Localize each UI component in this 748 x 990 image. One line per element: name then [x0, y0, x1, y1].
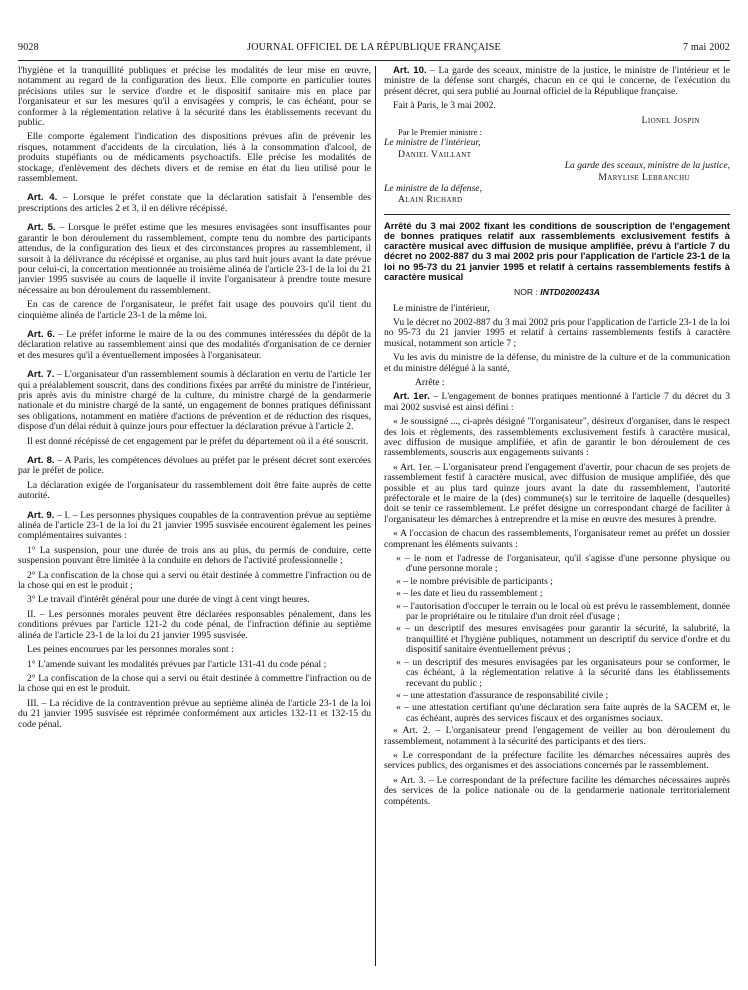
article-text: – La garde des sceaux, ministre de la justice, le ministre de l'intérieur et le ministre de la défense sont chargés, chacun en ce qui le concerne, de l'exécution du présent décret, qui sera publié au Journal officiel de la République française.	[384, 66, 730, 97]
article-5	[18, 223, 371, 296]
paragraph: l'hygiène et la tranquillité publiques et précise les modalités de leur mise en œuvre, notamment au regard de la configuration des lieux. Elle comporte en particulier toutes précisions utiles sur le service d'ordre et le dispositif sanitaire mis en place par l'organisateur et sur les mesures qu'il a envisagées y compris, le cas échéant, pour se conformer à la réglementation relative à la sécurité dans les établissements recevant du public.	[18, 66, 371, 129]
nor-label: NOR :	[514, 287, 541, 298]
list-item: « – le nom et l'adresse de l'organisateur, qu'il s'agisse d'une personne physique ou d'une personne morale ;	[396, 553, 730, 575]
article-label: Art. 8.	[27, 455, 55, 466]
list-item: « – une attestation d'assurance de responsabilité civile ;	[396, 689, 609, 701]
paragraph: 1° L'amende suivant les modalités prévues par l'article 131-41 du code pénal ;	[27, 658, 327, 670]
minister-interior-title: Le ministre de l'intérieur,	[384, 137, 481, 149]
justice-minister-title: La garde des sceaux, ministre de la justice,	[564, 160, 730, 172]
defense-minister-title: Le ministre de la défense,	[384, 183, 482, 195]
article-label: Art. 4.	[27, 192, 58, 204]
article-label: Art. 10.	[393, 66, 427, 76]
paragraph: En cas de carence de l'organisateur, le préfet fait usage des pouvoirs qu'il tient du cinquième alinéa de l'article 23-1 de la même loi.	[18, 299, 371, 321]
paragraph: « Le correspondant de la préfecture facilite les démarches nécessaires auprès des services publics, des organismes et des associations concernés par le rassemblement.	[384, 749, 730, 772]
journal-title: JOURNAL OFFICIEL DE LA RÉPUBLIQUE FRANÇAISE	[247, 42, 501, 53]
article-text: – L'organisateur d'un rassemblement soumis à déclaration en vertu de l'article 1er qui a préalablement souscrit, dans des conditions fixées par arrêté du ministre de l'intérieur, pris après avis du ministre chargé de la culture, du ministre chargé de la gendarmerie nationale et du ministre chargé de la santé, un engagement de bonnes pratiques définissant ses obligations, notamment en matière d'actions de prévention et de réduction des risques, dispose d'un délai réduit à quinze jours pour effectuer la déclaration prévue à l'article 2.	[18, 369, 371, 433]
paragraph: Vu le décret no 2002-887 du 3 mai 2002 pris pour l'application de l'article 23-1 de la loi no 95-73 du 21 janvier 1995 et relatif à certains rassemblements festifs à caractère musical, notamment son article 7 ;	[384, 316, 730, 349]
article-10	[384, 66, 730, 97]
nor-reference	[384, 287, 730, 297]
issue-date: 7 mai 2002	[683, 42, 730, 53]
article-1	[384, 392, 730, 413]
justice-minister-name: Marylise Lebranchu	[598, 171, 690, 183]
paragraph: III. – La récidive de la contravention prévue au septième alinéa de l'article 23-1 de la loi du 21 janvier 1995 susvisée est réprimée conformément aux articles 132-11 et 132-15 du code pénal.	[18, 697, 371, 730]
minister-interior-name: Daniel Vaillant	[398, 148, 472, 160]
paragraph: 2° La confiscation de la chose qui a servi ou était destinée à commettre l'infraction ou de la chose qui en est le produit.	[18, 672, 371, 695]
paragraph: « A l'occasion de chacun des rassemblements, l'organisateur remet au préfet un dossier comprenant les éléments suivants :	[384, 528, 730, 550]
header-rule	[18, 60, 730, 61]
defense-minister-name: Alain Richard	[398, 194, 463, 206]
paragraph: Il est donné récépissé de cet engagement par le préfet du département où il a été souscrit.	[27, 435, 369, 447]
by-prime-minister: Par le Premier ministre :	[398, 127, 483, 138]
paragraph: La déclaration exigée de l'organisateur du rassemblement doit être faite auprès de cette autorité.	[18, 479, 371, 502]
page-number: 9028	[18, 42, 39, 53]
article-label: Art. 9.	[27, 509, 55, 521]
article-text: – L'engagement de bonnes pratiques mentionné à l'article 7 du décret du 3 mai 2002 susvisé est ainsi défini :	[384, 391, 730, 413]
right-column	[384, 66, 730, 966]
list-item: « – un descriptif des mesures envisagées pour garantir la sécurité, la salubrité, la tranquillité et l'hygiène publiques, notamment un descriptif du service d'ordre et du dispositif sanitaire éventuellement prévus ;	[396, 623, 730, 656]
paragraph: « Art. 1er. – L'organisateur prend l'engagement d'avertir, pour chacun de ses projets de rassemblement festif à caractère musical, avec diffusion de musique amplifiée, dès que possible et au plus tard quinze jours avant la date du rassemblement, l'autorité préfectorale et le maire de la (des) commune(s) sur le territoire de laquelle (desquelles) doit se tenir ce rassemblement. Le préfet désigne un correspondant chargé de faciliter à l'organisateur les démarches à entreprendre et la mise en œuvre des mesures à prendre.	[384, 461, 730, 525]
signatory-prime-minister: Lionel Jospin	[641, 114, 700, 126]
paragraph: 2° La confiscation de la chose qui a servi ou était destinée à commettre l'infraction ou de la chose qui en est le produit ;	[18, 569, 371, 592]
paragraph: « Art. 3. – Le correspondant de la préfecture facilite les démarches nécessaires auprès des services de la police nationale ou de la gendarmerie nationale territorialement compétents.	[384, 774, 730, 807]
paragraph: Elle comporte également l'indication des dispositions prévues afin de prévenir les risques, notamment d'accidents de la circulation, liés à la consommation d'alcool, de produits stupéfiants ou de médicaments psychoactifs. Elle précise les modalités de stockage, d'enlèvement des déchets divers et de remise en état du lieu utilisé pour le rassemblement.	[18, 131, 371, 185]
list-item: « – une attestation certifiant qu'une déclaration sera faite auprès de la SACEM et, le cas échéant, auprès des services fiscaux et des organismes sociaux.	[396, 702, 730, 724]
section-separator	[384, 214, 730, 215]
article-text: – Lorsque le préfet estime que les mesures envisagées sont insuffisantes pour garantir le bon déroulement du rassemblement, compte tenu du nombre des participants attendus, de la configuration des lieux et des circonstances propres au rassemblement, il sursoit à la délivrance du récépissé et organise, au plus tard huit jours avant la date prévue pour celui-ci, la concertation mentionnée au troisième alinéa de l'article 23-1 de la loi du 21 janvier 1995 susvisée au cours de laquelle il invite l'organisateur à prendre toute mesure nécessaire au bon déroulement du rassemblement.	[18, 222, 371, 296]
article-label: Art. 7.	[27, 369, 55, 381]
article-text: – Le préfet informe le maire de la ou des communes intéressées du dépôt de la déclaration relative au rassemblement ainsi que des modalités d'organisation de ce dernier et des mesures qu'il a éventuellement imposées à l'organisateur.	[18, 328, 371, 361]
paragraph: 3° Le travail d'intérêt général pour une durée de vingt à cent vingt heures.	[27, 594, 310, 606]
page-header	[18, 42, 730, 60]
left-column	[18, 66, 371, 966]
paragraph: « Art. 2. – L'organisateur prend l'engagement de veiller au bon déroulement du rassemblement, notamment à la sécurité des participants et des tiers.	[384, 725, 730, 747]
article-8	[18, 456, 371, 477]
list-item: « – le nombre prévisible de participants ;	[396, 575, 553, 587]
paragraph: Vu les avis du ministre de la défense, du ministre de la culture et de la communication et du ministre délégué à la santé,	[384, 352, 730, 374]
list-item: « – les date et lieu du rassemblement ;	[396, 588, 543, 600]
article-text: – A Paris, les compétences dévolues au préfet par le présent décret sont exercées par le préfet de police.	[18, 455, 371, 477]
article-label: Art. 1er.	[393, 391, 430, 403]
article-9	[18, 511, 371, 542]
paragraph: II. – Les personnes morales peuvent être déclarées responsables pénalement, dans les conditions prévues par l'article 121-2 du code pénal, de l'infraction définie au septième alinéa de l'article 23-1 de la loi du 21 janvier 1995 susvisée.	[18, 608, 371, 641]
column-divider	[375, 66, 376, 966]
article-6	[18, 330, 371, 361]
list-item: « – un descriptif des mesures envisagées par les organisateurs pour se conformer, le cas échéant, à la réglementation relative à la sécurité dans les établissements recevant du public ;	[396, 656, 730, 689]
signing-place-date: Fait à Paris, le 3 mai 2002.	[393, 100, 496, 112]
paragraph: « Je soussigné ..., ci-après désigné "l'organisateur", désireux d'organiser, dans le respect des lois et règlements, des rassemblements exclusivement festifs à caractère musical, avec diffusion de musique amplifiée, et afin de garantir le bon déroulement de ces rassemblements, souscris aux engagements suivants :	[384, 416, 730, 459]
article-7	[18, 370, 371, 432]
decree-title: Arrêté du 3 mai 2002 fixant les conditions de souscription de l'engagement de bonnes pratiques relatif aux rassemblements exclusivement festifs à caractère musical avec diffusion de musique amplifiée, prévu à l'article 7 du décret no 2002-887 du 3 mai 2002 pris pour l'application de l'article 23-1 de la loi no 95-73 du 21 janvier 1995 et relatif à certains rassemblements festifs à caractère musical	[384, 219, 730, 282]
paragraph: Le ministre de l'intérieur,	[393, 302, 490, 314]
nor-code: INTD0200243A	[540, 287, 600, 298]
article-4	[18, 193, 371, 214]
paragraph: Les peines encourues par les personnes morales sont :	[27, 644, 234, 656]
article-text: – I. – Les personnes physiques coupables de la contravention prévue au septième alinéa de l'article 23-1 de la loi du 21 janvier 1995 susvisée encourent également les peines complémentaires suivantes :	[18, 509, 371, 542]
paragraph: Arrête :	[415, 376, 445, 388]
paragraph: 1° La suspension, pour une durée de trois ans au plus, du permis de conduire, cette suspension pouvant être limitée à la conduite en dehors de l'activité professionnelle ;	[18, 544, 371, 567]
list-item: « – l'autorisation d'occuper le terrain ou le local où est prévu le rassemblement, donnée par le propriétaire ou le titulaire d'un droit réel d'usage ;	[396, 600, 730, 623]
article-label: Art. 5.	[27, 222, 56, 234]
article-label: Art. 6.	[27, 328, 55, 340]
article-text: – Lorsque le préfet constate que la déclaration satisfait à l'ensemble des prescriptions des articles 2 et 3, il en délivre récépissé.	[18, 192, 371, 214]
